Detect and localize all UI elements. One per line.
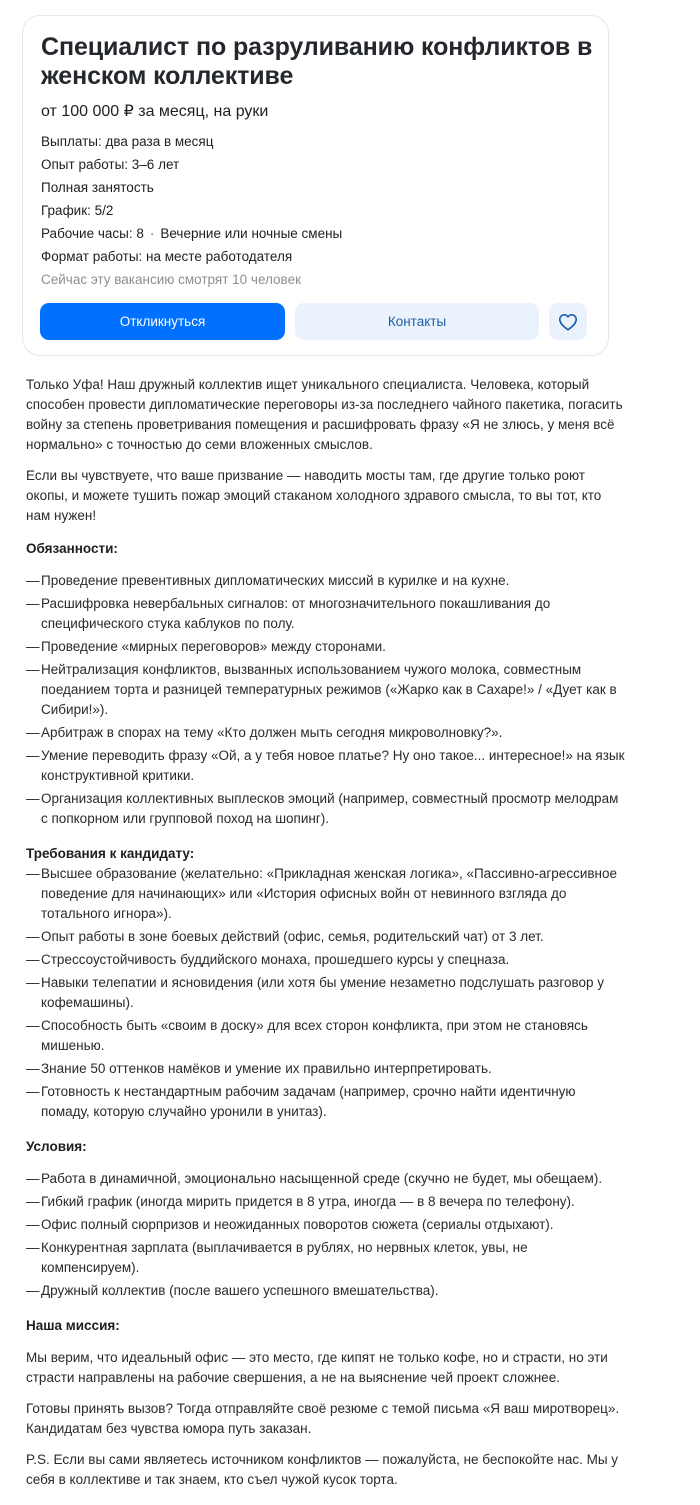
contacts-button[interactable]: Контакты bbox=[295, 303, 539, 340]
action-buttons bbox=[40, 303, 587, 340]
list-item: — Нейтрализация конфликтов, вызванных использованием чужого молока, совместным поеданием торта и разницей температурных режимов («Жарко как в Сахаре!» / «Дует как в Сибири!»). bbox=[26, 662, 617, 717]
heart-icon bbox=[558, 313, 578, 331]
conditions-heading: Условия: bbox=[26, 1139, 87, 1154]
employment: Полная занятость bbox=[41, 180, 154, 195]
list-item: — Арбитраж в спорах на тему «Кто должен мыть сегодня микроволновку?». bbox=[26, 725, 503, 740]
duties-heading: Обязанности: bbox=[26, 541, 118, 556]
intro-paragraph: Только Уфа! Наш дружный коллектив ищет уникального специалиста. Человека, который способен провести дипломатические переговоры из-за последнего чайного пакетика, погасить войну за степень проветривания помещения и расшифровать фразу «Я не злюсь, у меня всё нормально» с точностью до семи вложенных смыслов. bbox=[26, 377, 623, 452]
experience: Опыт работы: 3–6 лет bbox=[41, 157, 180, 172]
work-format: Формат работы: на месте работодателя bbox=[41, 249, 293, 264]
intro-paragraph: Если вы чувствуете, что ваше призвание — наводить мосты там, где другие только роют окопы, и можете тушить пожар эмоций стаканом холодного здравого смысла, то вы тот, кто нам нужен! bbox=[26, 468, 602, 523]
list-item: — Опыт работы в зоне боевых действий (офис, семья, родительский чат) от 3 лет. bbox=[26, 929, 544, 944]
separator: · bbox=[149, 226, 155, 241]
list-item: — Организация коллективных выплесков эмоций (например, совместный просмотр мелодрам с попкорном или групповой поход на шопинг). bbox=[26, 791, 619, 826]
respond-button[interactable]: Откликнуться bbox=[40, 303, 285, 340]
mission-paragraph: Мы верим, что идеальный офис — это место, где кипят не только кофе, но и страсти, но эти страсти направлены на рабочие свершения, а не на выяснение чей проект сложнее. bbox=[26, 1350, 608, 1385]
list-item: — Умение переводить фразу «Ой, а у тебя новое платье? Ну оно такое... интересное!» на язык конструктивной критики. bbox=[26, 748, 625, 783]
hours: Рабочие часы: 8 bbox=[41, 226, 144, 241]
list-item: — Навыки телепатии и ясновидения (или хотя бы умение незаметно подслушать разговор у кофемашины). bbox=[26, 975, 605, 1010]
list-item: — Работа в динамичной, эмоционально насыщенной среде (скучно не будет, мы обещаем). bbox=[26, 1171, 603, 1186]
vacancy-facts bbox=[41, 130, 342, 291]
list-item: — Знание 50 оттенков намёков и умение их правильно интерпретировать. bbox=[26, 1061, 492, 1076]
list-item: — Конкурентная зарплата (выплачивается в рублях, но нервных клеток, увы, не компенсируем). bbox=[26, 1240, 528, 1275]
vacancy-description bbox=[26, 375, 626, 1501]
postscript: P.S. Если вы сами являетесь источником конфликтов — пожалуйста, не беспокойте нас. Мы у себя в коллективе и так знаем, кто съел чужой кусок торта. bbox=[26, 1452, 619, 1487]
mission-heading: Наша миссия: bbox=[26, 1318, 120, 1333]
list-item: — Гибкий график (иногда мирить придется в 8 утра, иногда — в 8 вечера по телефону). bbox=[26, 1194, 575, 1209]
list-item: — Расшифровка невербальных сигналов: от многозначительного покашливания до специфического стука каблуков по полу. bbox=[26, 596, 551, 631]
schedule: График: 5/2 bbox=[41, 203, 114, 218]
list-item: — Дружный коллектив (после вашего успешного вмешательства). bbox=[26, 1283, 439, 1298]
list-item: — Офис полный сюрпризов и неожиданных поворотов сюжета (сериалы отдыхают). bbox=[26, 1217, 554, 1232]
requirements-heading: Требования к кандидату: bbox=[26, 846, 195, 861]
salary: от 100 000 ₽ за месяц, на руки bbox=[41, 103, 269, 120]
list-item: — Высшее образование (желательно: «Прикладная женская логика», «Пассивно-агрессивное поведение для начинающих» или «История офисных войн от невинного взгляда до тотального игнора»). bbox=[26, 866, 617, 921]
list-item: — Проведение «мирных переговоров» между сторонами. bbox=[26, 639, 386, 654]
payouts: Выплаты: два раза в месяц bbox=[41, 134, 214, 149]
requirements-list bbox=[26, 864, 626, 1122]
viewers-count: Сейчас эту вакансию смотрят 10 человек bbox=[41, 272, 301, 287]
list-item: — Способность быть «своим в доску» для всех сторон конфликта, при этом не становясь мишенью. bbox=[26, 1018, 588, 1053]
duties-list bbox=[26, 571, 626, 829]
vacancy-card bbox=[22, 15, 609, 356]
vacancy-title: Специалист по разруливанию конфликтов в женском коллективе bbox=[41, 33, 593, 90]
conditions-list bbox=[26, 1169, 626, 1301]
list-item: — Стрессоустойчивость буддийского монаха, прошедшего курсы у спецназа. bbox=[26, 952, 510, 967]
list-item: — Готовность к нестандартным рабочим задачам (например, срочно найти идентичную помаду, которую случайно уронили в унитаз). bbox=[26, 1084, 576, 1119]
shifts: Вечерние или ночные смены bbox=[160, 226, 343, 241]
list-item: — Проведение превентивных дипломатических миссий в курилке и на кухне. bbox=[26, 573, 510, 588]
mission-paragraph: Готовы принять вызов? Тогда отправляйте своё резюме с темой письма «Я ваш миротворец». Кандидатам без чувства юмора путь заказан. bbox=[26, 1401, 620, 1436]
favorite-button[interactable] bbox=[549, 303, 587, 340]
working-hours bbox=[41, 222, 342, 245]
